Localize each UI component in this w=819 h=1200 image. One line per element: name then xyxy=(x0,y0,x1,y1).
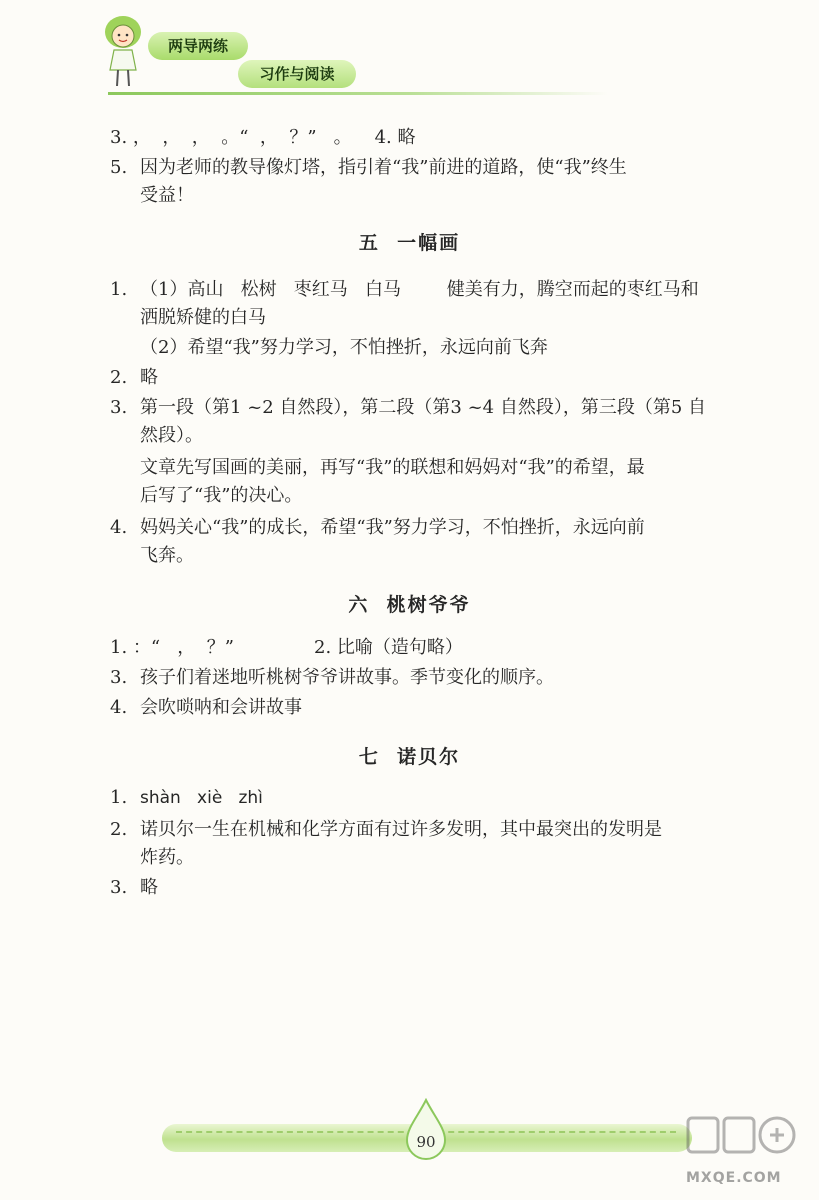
watermark-text: MXQE.COM xyxy=(686,1170,782,1186)
answer-number: 5. xyxy=(110,157,128,178)
answer-3-text: 第一段（第1 ~2 自然段），第二段（第3 ~4 自然段），第三段（第5 自 xyxy=(140,397,707,418)
series-title: 两导两练 xyxy=(148,32,248,60)
subject-title: 习作与阅读 xyxy=(238,60,356,88)
answer-1-pinyin: shàn xiè zhì xyxy=(140,788,263,808)
answer-number: 1. xyxy=(110,279,128,300)
section-heading: 六 桃树爷爷 xyxy=(348,594,471,616)
answer-3-text: 孩子们着迷地听桃树爷爷讲故事。季节变化的顺序。 xyxy=(140,667,554,688)
answer-number: 3. xyxy=(110,877,128,898)
cartoon-girl-icon xyxy=(98,12,148,90)
answer-2-text: 诺贝尔一生在机械和化学方面有过许多发明，其中最突出的发明是 xyxy=(140,819,662,840)
answer-3-summary: 文章先写国画的美丽，再写“我”的联想和妈妈对“我”的希望，最 xyxy=(140,457,645,478)
answer-4-text: 会吹唢呐和会讲故事 xyxy=(140,697,302,718)
answer-number: 4. xyxy=(110,517,128,538)
answer-number: 3. xyxy=(110,397,128,418)
header-divider xyxy=(108,92,608,95)
answer-1-part1-cont: 洒脱矫健的白马 xyxy=(140,307,266,328)
answer-4-text: 妈妈关心“我”的成长，希望“我”努力学习，不怕挫折，永远向前 xyxy=(140,517,645,538)
answer-2-text: 略 xyxy=(140,367,158,388)
answer-5-text: 因为老师的教导像灯塔，指引着“我”前进的道路，使“我”终生 xyxy=(140,157,627,178)
answer-1-part1: （1）高山 松树 枣红马 白马 健美有力，腾空而起的枣红马和 xyxy=(140,279,699,300)
answer-1-part2: （2）希望“我”努力学习，不怕挫折，永远向前飞奔 xyxy=(140,337,548,358)
answer-4-text-cont: 飞奔。 xyxy=(140,545,194,566)
page-number: 90 xyxy=(416,1133,436,1151)
answer-3-text: 略 xyxy=(140,877,158,898)
answer-2-text-cont: 炸药。 xyxy=(140,847,194,868)
answer-number: 2. xyxy=(110,367,128,388)
answer-5-text-cont: 受益！ xyxy=(140,185,194,206)
answer-number: 2. xyxy=(110,819,128,840)
answer-number: 1. xyxy=(110,787,128,808)
water-drop-icon xyxy=(405,1098,447,1162)
answer-3-text-cont: 然段）。 xyxy=(140,425,203,446)
answer-number: 3. xyxy=(110,667,128,688)
answer-3-4: 3. ， ， ， 。“ ， ？” 。 4. 略 xyxy=(110,127,416,148)
section-heading: 七 诺贝尔 xyxy=(358,746,461,768)
section-heading: 五 一幅画 xyxy=(358,232,461,254)
answer-number: 4. xyxy=(110,697,128,718)
answer-3-summary-cont: 后写了“我”的决心。 xyxy=(140,485,303,506)
answer-1-2: 1. ：“ ， ？” 2. 比喻（造句略） xyxy=(110,637,463,658)
